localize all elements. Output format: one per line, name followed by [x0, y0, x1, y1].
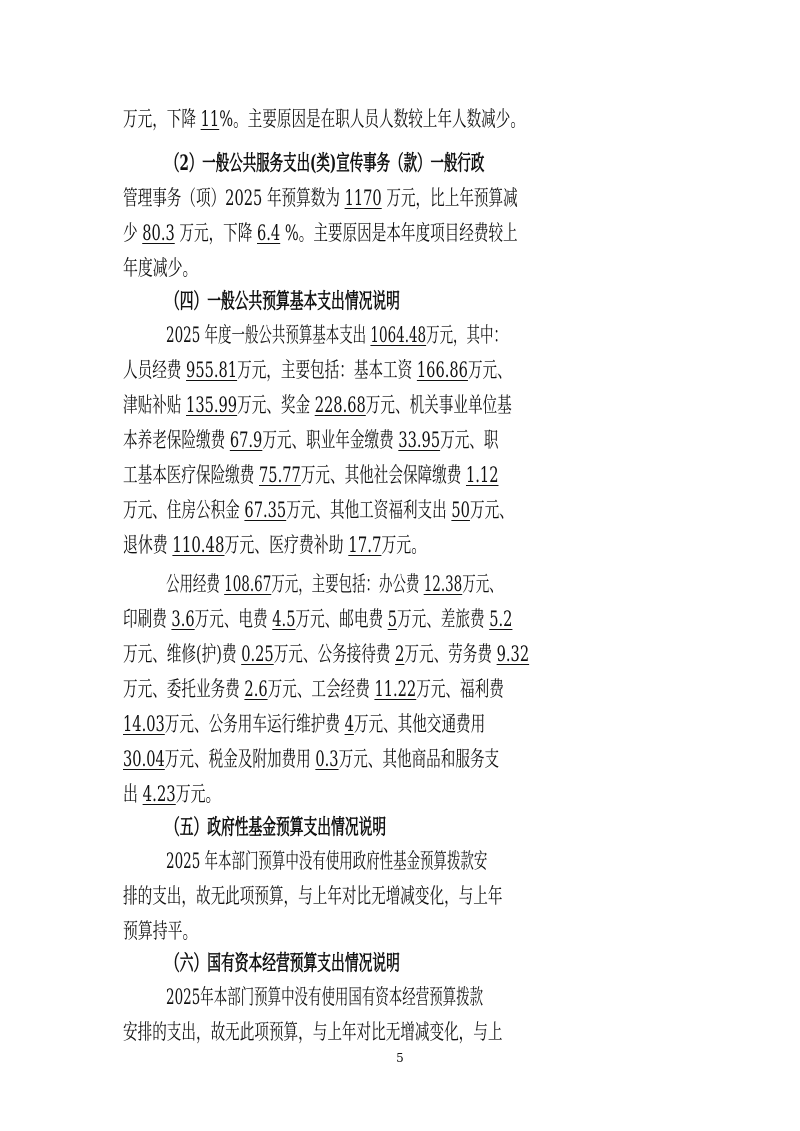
text-run: 公用经费 — [166, 572, 225, 596]
text-run: 万元。 — [381, 533, 427, 557]
text-run: 退休费 — [123, 533, 173, 557]
text-run: 年度减少。 — [123, 256, 198, 280]
page-number: 5 — [396, 1051, 404, 1065]
text-line — [166, 567, 679, 601]
underlined-value: 166.86 — [416, 358, 468, 382]
text-run: 安排的支出，故无此项预算，与上年对比无增减变化，与上 — [123, 1020, 503, 1044]
underlined-value: 4 — [344, 712, 354, 736]
text-run: 出 — [123, 782, 143, 806]
text-run: 少 — [123, 221, 143, 245]
section-heading — [166, 946, 690, 980]
text-run: （六）国有资本经营预算支出情况说明 — [166, 950, 400, 975]
underlined-value: 11 — [200, 107, 220, 131]
text-run: 津贴补贴 — [123, 393, 187, 417]
text-line — [123, 742, 679, 776]
text-run: 万元、差旅费 — [397, 607, 490, 631]
underlined-value: 108.67 — [224, 572, 272, 596]
text-run: 万元。 — [175, 782, 221, 806]
text-line — [166, 980, 679, 1014]
text-run: 万元、劳务费 — [404, 642, 497, 666]
text-run: 万元、 — [462, 572, 503, 596]
text-line — [123, 102, 679, 136]
text-line — [123, 493, 679, 527]
underlined-value: 30.04 — [123, 747, 165, 771]
underlined-value: 75.77 — [259, 463, 301, 487]
underlined-value: 1.12 — [465, 463, 499, 487]
text-line — [123, 216, 679, 250]
text-run: 万元，其中： — [426, 323, 507, 347]
text-run: 万元、委托业务费 — [123, 677, 245, 701]
underlined-value: 17.7 — [348, 533, 382, 557]
section-heading — [166, 810, 690, 844]
underlined-value: 11.22 — [374, 677, 417, 701]
text-run: 万元、邮电费 — [295, 607, 388, 631]
text-line — [123, 458, 679, 492]
text-run: （五）政府性基金预算支出情况说明 — [166, 814, 387, 839]
text-run: 万元，下降 — [174, 221, 258, 245]
text-run: 万元、 — [467, 358, 512, 382]
text-line — [123, 1015, 679, 1049]
underlined-value: 135.99 — [186, 393, 238, 417]
text-run: 万元，主要包括：办公费 — [271, 572, 424, 596]
underlined-value: 5 — [387, 607, 398, 631]
section-heading — [166, 284, 690, 318]
underlined-value: 0.25 — [241, 642, 274, 666]
underlined-value: 3.6 — [171, 607, 195, 631]
underlined-value: 5.2 — [489, 607, 513, 631]
text-run: 预算持平。 — [123, 919, 198, 943]
underlined-value: 1064.48 — [370, 323, 427, 347]
underlined-value: 67.35 — [244, 498, 287, 522]
text-run: 万元、公务接待费 — [273, 642, 396, 666]
underlined-value: 33.95 — [398, 428, 441, 452]
text-line — [123, 423, 679, 457]
section-heading — [166, 146, 679, 180]
text-run: 万元、医疗费补助 — [224, 533, 349, 557]
text-run: 万元、职 — [440, 428, 499, 452]
underlined-value: 67.9 — [229, 428, 263, 452]
text-run: 万元、电费 — [194, 607, 273, 631]
underlined-value: 1170 — [344, 186, 382, 210]
text-run: 万元、公务用车运行维护费 — [164, 712, 345, 736]
text-run: 万元、住房公积金 — [123, 498, 245, 522]
text-run: 2025 年度一般公共预算基本支出 — [166, 323, 371, 347]
underlined-value: 6.4 — [257, 221, 281, 245]
text-run: 万元，比上年预算减 — [381, 186, 518, 210]
text-run: 万元、 — [469, 498, 514, 522]
text-run: （四）一般公共预算基本支出情况说明 — [166, 288, 400, 313]
text-line — [123, 777, 690, 811]
text-run: %。主要原因是本年度项目经费较上 — [280, 221, 518, 245]
text-line — [123, 879, 679, 913]
underlined-value: 955.81 — [186, 358, 238, 382]
underlined-value: 9.32 — [496, 642, 530, 666]
text-run: 2025 年本部门预算中没有使用政府性基金预算拨款安 — [166, 849, 488, 873]
underlined-value: 80.3 — [142, 221, 175, 245]
text-line — [123, 914, 690, 948]
text-line — [166, 844, 679, 878]
text-run: 万元、其他交通费用 — [353, 712, 486, 736]
underlined-value: 110.48 — [172, 533, 225, 557]
underlined-value: 2.6 — [244, 677, 268, 701]
text-run: 万元、福利费 — [416, 677, 504, 701]
underlined-value: 4.5 — [272, 607, 296, 631]
text-line — [123, 707, 679, 741]
text-run: %。主要原因是在职人员人数较上年人数减少。 — [219, 107, 525, 131]
text-line — [123, 528, 690, 562]
text-run: 万元、职业年金缴费 — [262, 428, 399, 452]
text-line — [123, 181, 679, 215]
text-run: 万元、其他社会保障缴费 — [300, 463, 466, 487]
text-run: 印刷费 — [123, 607, 172, 631]
text-run: 万元、税金及附加费用 — [164, 747, 316, 771]
text-line — [123, 251, 690, 285]
text-line — [123, 353, 679, 387]
underlined-value: 2 — [395, 642, 405, 666]
text-run: 本养老保险缴费 — [123, 428, 230, 452]
text-line — [123, 637, 679, 671]
text-run: 万元、维修(护)费 — [123, 642, 242, 666]
underlined-value: 12.38 — [423, 572, 463, 596]
text-run: 人员经费 — [123, 358, 187, 382]
text-run: 万元，主要包括：基本工资 — [237, 358, 417, 382]
text-line — [123, 388, 679, 422]
text-line — [123, 602, 679, 636]
text-run: 万元、机关事业单位基 — [365, 393, 512, 417]
underlined-value: 0.3 — [315, 747, 339, 771]
text-run: 万元、奖金 — [237, 393, 315, 417]
text-run: 工基本医疗保险缴费 — [123, 463, 260, 487]
text-run: 排的支出，故无此项预算，与上年对比无增减变化，与上年 — [123, 884, 503, 908]
text-line — [166, 318, 679, 352]
text-run: 万元、其他商品和服务支 — [338, 747, 500, 771]
text-run: 万元、其他工资福利支出 — [286, 498, 452, 522]
underlined-value: 4.23 — [142, 782, 176, 806]
text-line — [123, 672, 679, 706]
text-run: 管理事务（项）2025 年预算数为 — [123, 186, 345, 210]
underlined-value: 14.03 — [123, 712, 165, 736]
text-run: 2025年本部门预算中没有使用国有资本经营预算拨款 — [166, 985, 484, 1009]
text-run: 万元，下降 — [123, 107, 201, 131]
underlined-value: 228.68 — [314, 393, 366, 417]
underlined-value: 50 — [451, 498, 470, 522]
text-run: 万元、工会经费 — [267, 677, 375, 701]
text-run: （2）一般公共服务支出(类)宣传事务（款）一般行政 — [166, 150, 485, 175]
